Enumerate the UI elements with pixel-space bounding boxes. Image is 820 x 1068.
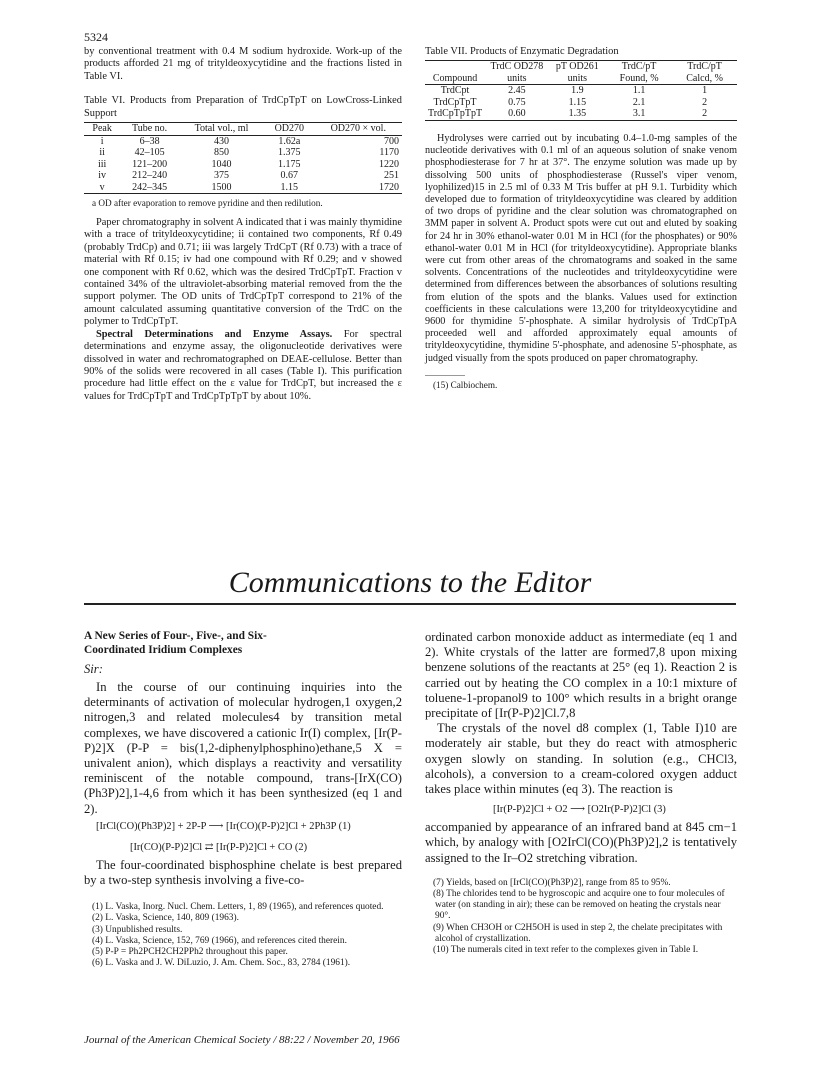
- table6-row: [84, 159, 402, 171]
- table7-cell: 1.1: [632, 85, 646, 97]
- table7: [425, 60, 737, 121]
- table7-header: TrdC/pT Calcd, %: [672, 61, 737, 85]
- table7-caption: Table VII. Products of Enzymatic Degradation: [425, 46, 619, 57]
- table6-caption: Table VI. Products from Preparation of TrdCpTpT on LowCross-Linked Support: [84, 95, 402, 119]
- table7-cell: TrdCpt: [440, 85, 470, 97]
- table6-cell: 6–38: [139, 135, 160, 147]
- footnotes-left: [84, 902, 402, 969]
- table6-footnote: a OD after evaporation to remove pyridine and then redilution.: [92, 198, 323, 209]
- footnote: (1) L. Vaska, Inorg. Nucl. Chem. Letters, 1, 89 (1965), and references quoted.: [92, 902, 384, 913]
- table6-cell: 375: [213, 170, 229, 182]
- table6-cell: iv: [98, 170, 107, 182]
- footnote: (10) The numerals cited in text refer to the complexes given in Table I.: [433, 945, 699, 956]
- article-right-paragraph-1: ordinated carbon monoxide adduct as intermediate (eq 1 and 2). White crystals of the latter are formed7,8 upon mixing benzene solutions of the reactants at 25° (eq 1). Reaction 2 is carried out by heating the CO complex in a 10:1 mixture of toluene-1-propanol9 to 100° which results in a bright orange precipitate of [Ir(P-P)2]Cl.7,8: [425, 630, 737, 721]
- journal-footer: Journal of the American Chemical Society / 88:22 / November 20, 1966: [84, 1034, 400, 1046]
- salutation: Sir:: [84, 662, 103, 676]
- banner-rule: [84, 603, 736, 605]
- table7-row: [425, 97, 737, 109]
- table7-header: TrdC OD278 units: [485, 61, 549, 85]
- table6-header: OD270: [264, 123, 315, 136]
- table7-header: TrdC/pT Found, %: [606, 61, 672, 85]
- table6-cell: 0.67: [280, 170, 299, 182]
- table6-cell: 1.175: [278, 158, 301, 170]
- table6-cell: 42–105: [134, 147, 165, 159]
- table6-row: [84, 147, 402, 159]
- footnote: (4) L. Vaska, Science, 152, 769 (1966), and references cited therein.: [92, 935, 347, 946]
- page-number: 5324: [84, 30, 108, 44]
- article-left-column: [84, 630, 402, 969]
- paper-chromatography-paragraph: Paper chromatography in solvent A indicated that i was mainly thymidine with a trace of trityldeoxycytidine; ii contained two components, Rf 0.49 (probably TrdCp) and 0.71; iii was largely TrdCpT (Rf 0.73) with a trace of material with Rf 0.15; iv had one compound with Rf 0.29; and v showed one component with Rf 0.62, which was the desired TrdCpTpT. Fraction v contained 34% of the ultraviolet-absorbing material removed from the the support polymer. The OD units of TrdCpTpT correspond to 21% of the amount calculated assuming quantitative conversion of the TrdC on the polymer to TrdCpTpT.: [84, 217, 402, 328]
- table6-cell: 850: [213, 147, 229, 159]
- table6-cell: 1500: [211, 181, 232, 193]
- table6-row: [84, 135, 402, 147]
- table7-cell: 0.75: [508, 96, 526, 108]
- table6-cell: v: [99, 181, 105, 193]
- equation-1: [IrCl(CO)(Ph3P)2] + 2P-P ⟶ [Ir(CO)(P-P)2]Cl + 2Ph3P (1): [96, 820, 351, 832]
- hydrolysis-paragraph: Hydrolyses were carried out by incubating 0.4–1.0-mg samples of the nucleotide derivatives with 0.1 ml of an aqueous solution of snake venom phosphodiesterase for 7 hr at 37°. The enzyme solution was made up by dissolving 500 units of phosphodiesterase (Russel's viper venom, lyophilized)15 in 2.5 ml of 0.33 M Tris buffer at pH 9.1. Turbidity which developed due to formation of trityldeoxycytidine was cleared by addition of two drops of pyridine and the clear solution was chromatographed on 3MM paper in solvent A. Product spots were cut out and eluted by soaking for 24 hr in 30% ethanol-water 0.01 M in HCl (for the phosphates) or 90% ethanol-water 0.01 M in HCl (for trityldeoxycytidine). Appropriate blanks were cut from other areas of the chromatograms and soaked in the same solvents. Concentrations of the nucleotides and trityldeoxycytidine were determined from differences between the absorbances of solutions resulting from elution of the spots and the blanks. Values used for extinction coefficients in these calculations were 13,200 for trityldeoxycytidine and 9600 for thymidine 5'-phosphate. A similar hydrolysis of TrdCpTpA proceeded well and afforded approximately equal amounts of trityldeoxycytidine, thymidine 5'-phosphate, and adenosine 5'-phosphate, as judged visually from the spots produced on paper chromatography.: [425, 132, 737, 364]
- footnote: (3) Unpublished results.: [92, 924, 183, 935]
- footnote: (5) P-P = Ph2PCH2CH2PPh2 throughout this paper.: [92, 947, 288, 958]
- footnote: (8) The chlorides tend to be hygroscopic and acquire one to four molecules of water (on standing in air); these can be removed on heating the crystals near 90°.: [433, 889, 725, 922]
- footnote: (2) L. Vaska, Science, 140, 809 (1963).: [92, 913, 239, 924]
- table6-cell: ii: [99, 147, 105, 159]
- left-top-column: [84, 46, 402, 403]
- article-right-paragraph-2: The crystals of the novel d8 complex (1, Table I)10 are moderately air stable, but they do react with atmospheric oxygen slowly on standing. In solution (e.g., CHCl3, alcohols), a conversion to a cream-colored oxygen adduct takes place within minutes (eq 3). The reaction is: [425, 721, 737, 797]
- footnote-15: (15) Calbiochem.: [425, 375, 465, 391]
- article-title-line2: Coordinated Iridium Complexes: [84, 643, 243, 656]
- table7-header: pT OD261 units: [549, 61, 606, 85]
- table6-cell: 1170: [379, 147, 399, 159]
- footnotes-right: [425, 878, 737, 956]
- table7-cell: TrdCpTpTpT: [428, 108, 483, 120]
- spectral-paragraph: For spectral determinations and enzyme assay, the oligonucleotide derivatives were dissolved in water and rechromatographed on DEAE-cellulose. Better than 90% of the solids were recovered in all cases (Table I). This purification procedure had little effect on the ε value for TrdCpT, but increased the ε values for TrdCpTpT and TrdCpTpTpT by about 10%.: [84, 328, 402, 402]
- table7-cell: 1.35: [568, 108, 587, 120]
- table7-cell: 2: [702, 108, 708, 120]
- table7-cell: 1.15: [568, 96, 587, 108]
- article-paragraph-1: In the course of our continuing inquiries into the determinants of activation of molecular hydrogen,1 oxygen,2 nitrogen,3 and related molecules4 by transition metal complexes, we have discovered a cationic Ir(I) complex, [Ir(P-P)2]X (P-P = bis(1,2-diphenylphosphino)ethane,5 X = univalent anion), which displays a reactivity and versatility reminiscent of the notable compound, trans-[IrX(CO)(Ph3P)2],1-4,6 from which it has been synthesized (eq 1 and 2).: [84, 680, 402, 816]
- table6-cell: 1720: [379, 181, 399, 193]
- table7-header: Compound: [425, 61, 485, 85]
- table7-cell: 2.45: [508, 85, 526, 97]
- article-paragraph-2: The four-coordinated bisphosphine chelate is best prepared by a two-step synthesis involving a five-co-: [84, 857, 402, 888]
- table6-header: Tube no.: [120, 123, 179, 136]
- footnote: (9) When CH3OH or C2H5OH is used in step 2, the chelate precipitates with alcohol of crystallization.: [433, 922, 723, 944]
- article-right-column: [425, 630, 737, 956]
- table7-cell: 2.1: [632, 96, 646, 108]
- footnote: (7) Yields, based on [IrCl(CO)(Ph3P)2], range from 85 to 95%.: [433, 877, 671, 888]
- table6-cell: 700: [384, 135, 399, 147]
- table6: [84, 122, 402, 194]
- table7-row: [425, 108, 737, 120]
- table6-cell: iii: [97, 158, 107, 170]
- table6-cell: 1040: [211, 158, 232, 170]
- section-heading: Spectral Determinations and Enzyme Assays.: [96, 328, 333, 340]
- table6-cell: 212–240: [132, 170, 168, 182]
- footnote: (6) L. Vaska and J. W. DiLuzio, J. Am. Chem. Soc., 83, 2784 (1961).: [92, 958, 351, 969]
- table6-cell: 251: [384, 170, 399, 182]
- table6-header: Total vol., ml: [179, 123, 264, 136]
- table7-cell: 1.9: [571, 85, 584, 97]
- table7-cell: 0.60: [508, 108, 526, 120]
- table7-cell: 2: [702, 96, 708, 108]
- article-title-line1: A New Series of Four-, Five-, and Six-: [84, 630, 267, 642]
- table6-cell: 242–345: [132, 181, 168, 193]
- equation-3: [Ir(P-P)2]Cl + O2 ⟶ [O2Ir(P-P)2]Cl (3): [493, 804, 666, 816]
- table6-cell: 1.375: [278, 147, 301, 159]
- table6-cell: 1.15: [280, 181, 299, 193]
- table6-header: Peak: [84, 123, 120, 136]
- table6-cell: 1220: [379, 158, 399, 170]
- table7-cell: 3.1: [632, 108, 646, 120]
- table6-cell: 430: [213, 135, 229, 147]
- table7-cell: 1: [702, 85, 708, 97]
- table6-cell: 1.62a: [278, 135, 301, 147]
- article-right-paragraph-3: accompanied by appearance of an infrared band at 845 cm−1 which, by analogy with [O2IrCl(CO)(Ph3P)2],2 is tentatively assigned to the Ir–O2 stretching vibration.: [425, 820, 737, 865]
- table6-header: OD270 × vol.: [315, 123, 402, 136]
- equation-2: [Ir(CO)(P-P)2]Cl ⇄ [Ir(P-P)2]Cl + CO (2): [130, 841, 308, 853]
- table7-row: [425, 85, 737, 97]
- table6-row: [84, 170, 402, 182]
- table6-row: [84, 182, 402, 194]
- intro-paragraph: by conventional treatment with 0.4 M sodium hydroxide. Work-up of the products afforded 21 mg of trityldeoxycytidine and the fractions listed in Table VI.: [84, 46, 402, 82]
- right-top-column: [425, 46, 737, 391]
- table6-cell: 121–200: [132, 158, 168, 170]
- section-banner: Communications to the Editor: [228, 566, 592, 599]
- table6-cell: i: [100, 135, 104, 147]
- table7-cell: TrdCpTpT: [433, 96, 477, 108]
